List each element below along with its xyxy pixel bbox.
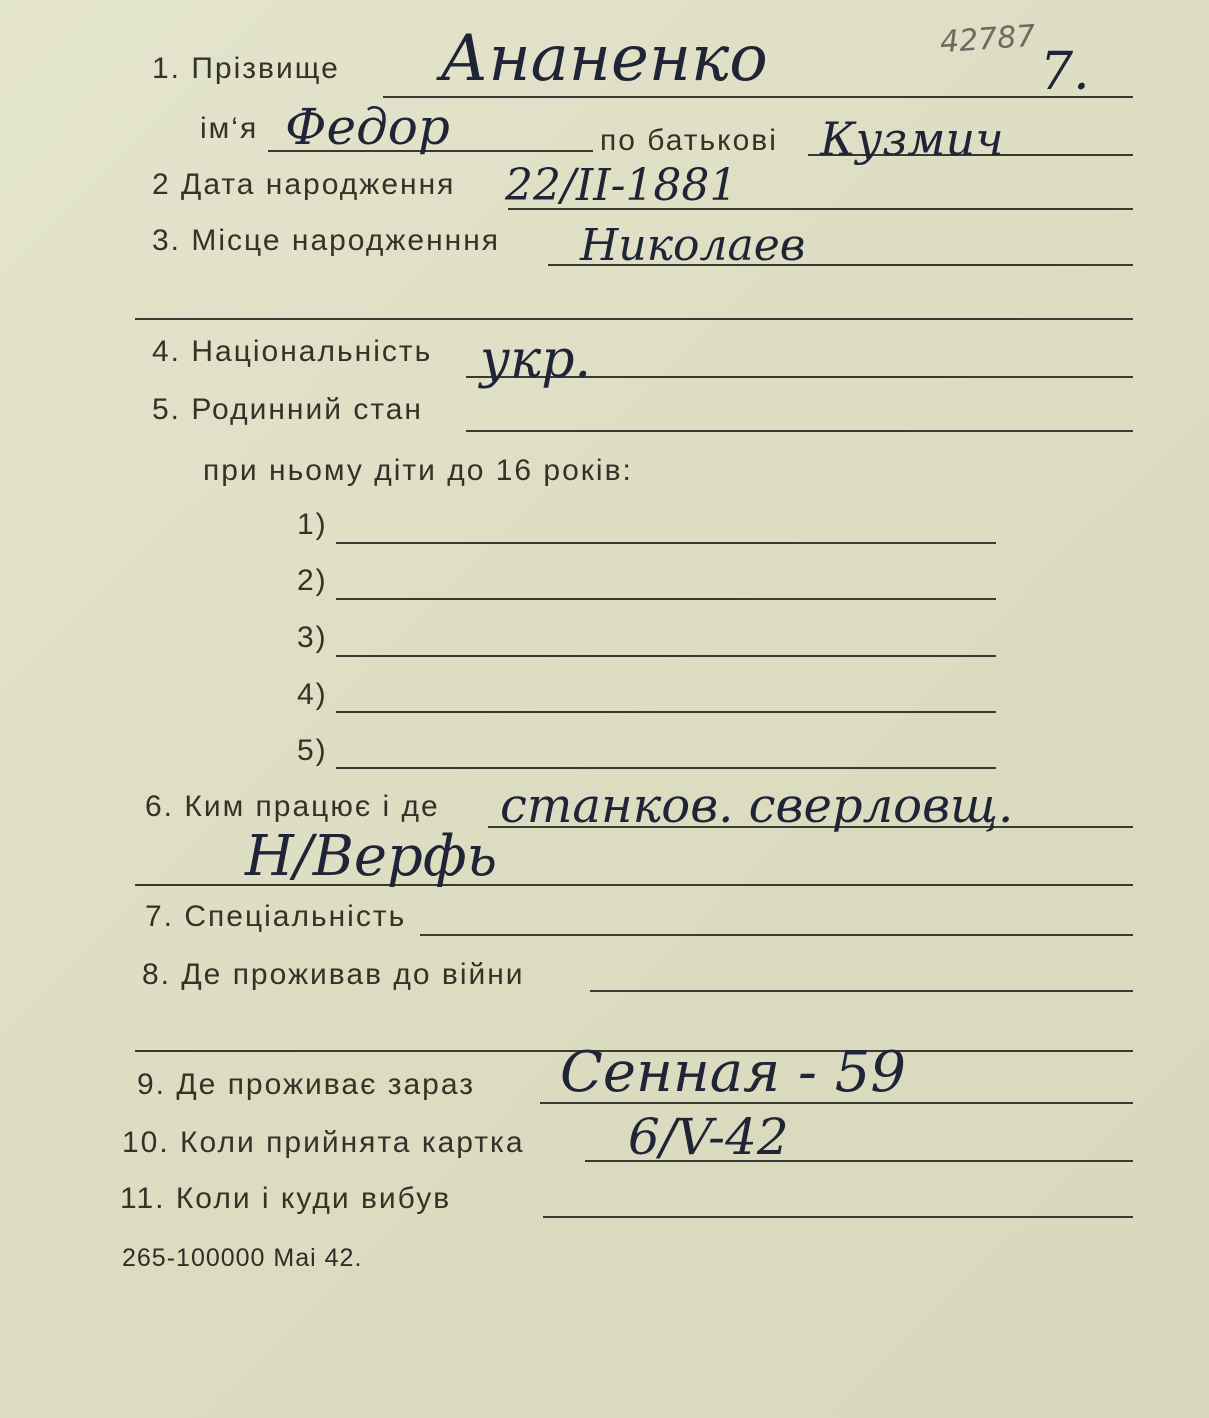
child-3-label: 3) [297,621,328,654]
patronymic-value: Кузмич [820,112,1004,166]
workplace-value-1: станков. сверловщ. [500,778,1014,834]
birth-place-value: Николаев [580,220,806,271]
birth-date-value: 22/II-1881 [505,160,738,211]
marital-status-line [466,430,1133,432]
prewar-residence-line [590,990,1133,992]
current-residence-label: 9. Де проживає зараз [137,1068,475,1101]
departure-label: 11. Коли і куди вибув [120,1182,452,1215]
surname-suffix: 7. [1040,42,1090,102]
speciality-label: 7. Спеціальність [145,900,407,933]
nationality-label: 4. Національність [152,335,433,368]
archive-number: 42787 [938,18,1037,61]
patronymic-label: по батькові [600,124,778,157]
child-1-label: 1) [297,508,328,541]
surname-value: Ананенко [440,22,768,96]
print-code: 265-100000 Mai 42. [122,1244,363,1272]
first-name-value: Федор [285,98,450,156]
card-date-label: 10. Коли прийнята картка [122,1126,525,1159]
child-4-line [336,711,996,713]
workplace-label: 6. Ким працює і де [145,790,440,823]
nationality-value: укр. [480,330,592,390]
workplace-value-2: Н/Верфь [245,824,498,889]
children-label: при ньому діти до 16 років: [203,454,633,487]
prewar-residence-label: 8. Де проживав до війни [142,958,525,991]
birth-place-extra-line [135,318,1133,320]
marital-status-label: 5. Родинний стан [152,393,423,426]
child-4-label: 4) [297,678,328,711]
birth-place-label: 3. Місце народженння [152,224,501,257]
surname-line [383,96,1133,98]
child-5-line [336,767,996,769]
departure-line [543,1216,1133,1218]
child-2-label: 2) [297,564,328,597]
current-residence-value: Сенная - 59 [560,1040,907,1105]
speciality-line [420,934,1133,936]
child-1-line [336,542,996,544]
card-date-value: 6/V-42 [628,1108,789,1166]
surname-label: 1. Прізвище [152,52,340,85]
child-5-label: 5) [297,734,328,767]
first-name-label: ім‘я [200,112,259,145]
child-3-line [336,655,996,657]
child-2-line [336,598,996,600]
birth-date-label: 2 Дата народження [152,168,456,201]
